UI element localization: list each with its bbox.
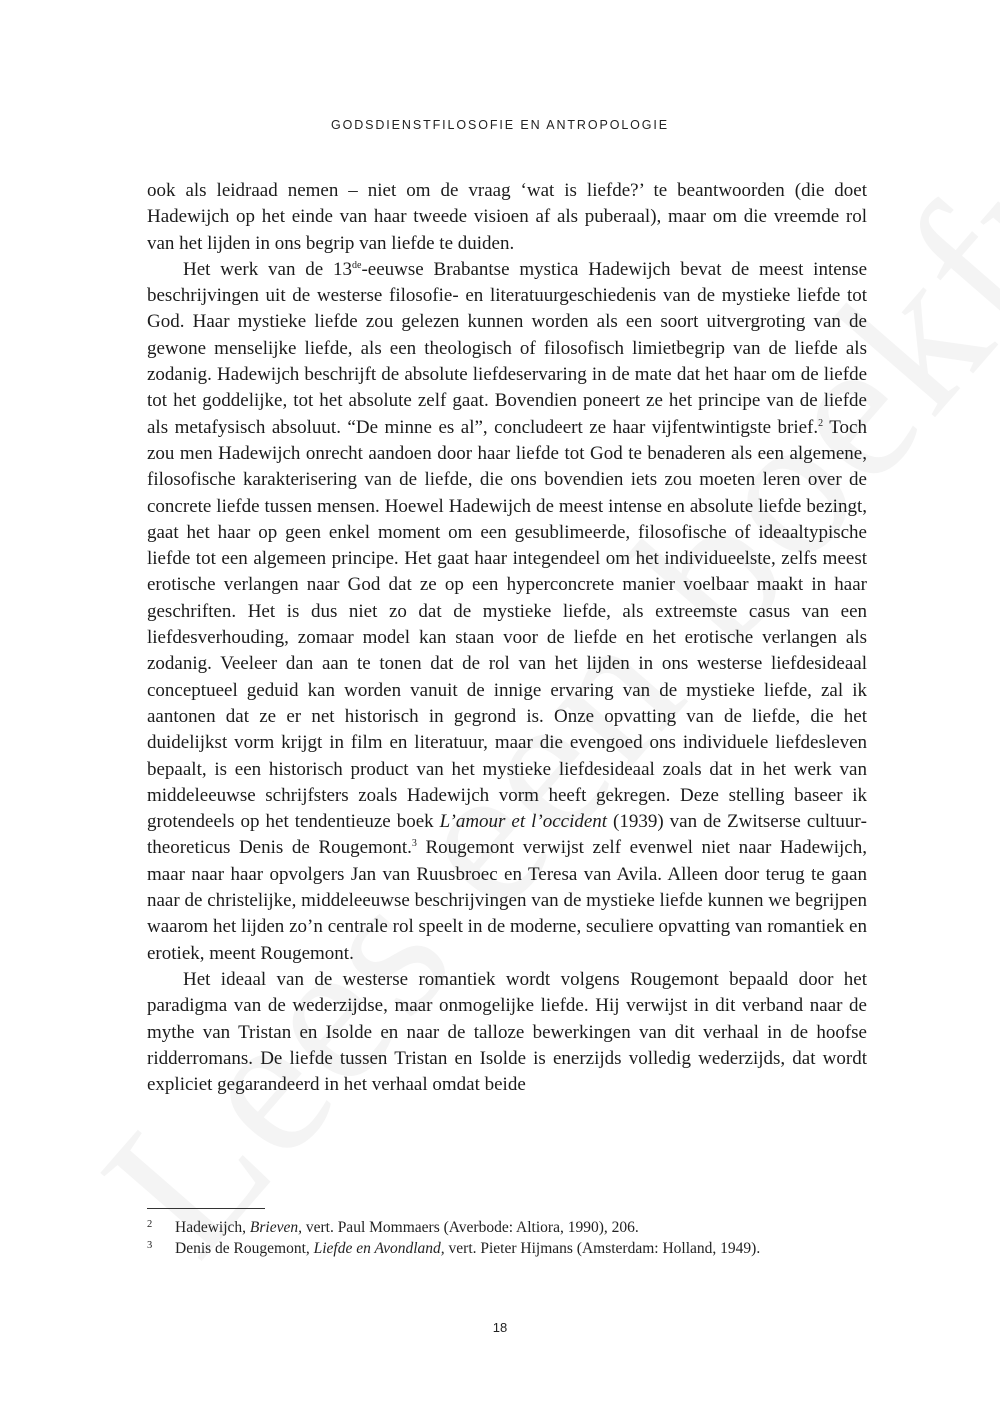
paragraph-2 <box>147 257 867 967</box>
footnote-ref-3[interactable]: 3 <box>411 838 417 850</box>
footnote-2 <box>147 1217 867 1238</box>
footnote-details: vert. Pieter Hijmans (Amsterdam: Holland, 1949). <box>444 1240 761 1257</box>
footnote-details: vert. Paul Mommaers (Averbode: Altiora, 1990), 206. <box>301 1219 639 1236</box>
p2-text-e: Rougemont verwijst zelf evenwel niet naar Hadewijch, maar naar haar opvolgers Jan van Ruusbroec en Teresa van Avila. Alleen door terug te gaan naar de christelijke, middeleeuwse beschrijvingen van de mystieke liefde kunnen we begrijpen waarom het lijden zo’n centrale rol speelt in de moderne, seculiere opvatting van romantiek en erotiek, meent Rougemont. <box>147 837 867 964</box>
p2-text-d: (1939) van de Zwitserse cultuurtheoreticus Denis de Rougemont. <box>147 811 867 859</box>
body-text <box>147 178 867 1098</box>
paragraph-3: Het ideaal van de westerse romantiek wordt volgens Rougemont bepaald door het paradigma van de wederzijdse, maar onmogelijke liefde. Hij verwijst in dit verband naar de mythe van Tristan en Isolde en naar de talloze bewerkingen van dit verhaal in de hoofse ridderromans. De liefde tussen Tristan en Isolde is enerzijds volledig wederzijds, dat wordt expliciet gegarandeerd in het verhaal omdat beide <box>147 968 867 1096</box>
footnote-number: 3 <box>147 1240 153 1251</box>
footnote-divider <box>147 1208 265 1209</box>
p2-text-b: -eeuwse Brabantse mystica Hadewijch bevat de meest intense beschrijvingen uit de westerse filosofie- en literatuurgeschiedenis van de mystieke liefde tot God. Haar mystieke liefde zou gelezen kunnen worden als een soort uitvergroting van de gewone menselijke liefde, als een theologisch of filosofisch limietbegrip van de liefde als zodanig. Hadewijch beschrijft de absolute liefdeservaring in de mate dat het haar om de liefde tot het goddelijke, tot het absolute zelf gaat. Bovendien poneert ze het principe van de liefde als metafysisch absoluut. “De minne es al”, concludeert ze haar vijfentwintigste brief. <box>147 258 867 438</box>
footnote-ref-2[interactable]: 2 <box>818 417 824 429</box>
p2-text-a: Het werk van de 13 <box>183 258 353 280</box>
footnote-3 <box>147 1238 867 1259</box>
footnote-title: Liefde en Avondland, <box>313 1240 445 1257</box>
page-number: 18 <box>492 1320 508 1335</box>
footnote-author: Hadewijch, <box>175 1219 250 1236</box>
paragraph-1: ook als leidraad nemen – niet om de vraag ‘wat is liefde?’ te beantwoorden (die doet Hadewijch op het einde van haar tweede visioen af als puberaal), maar om die vreemde rol van het lijden in ons begrip van liefde te duiden. <box>147 180 867 254</box>
ordinal-superscript: de <box>352 259 362 271</box>
footnote-title: Brieven, <box>249 1219 302 1236</box>
book-title: L’amour et l’occident <box>439 811 608 833</box>
running-head: GODSDIENSTFILOSOFIE EN ANTROPOLOGIE <box>330 118 670 132</box>
p2-text-c: Toch zou men Hadewijch onrecht aandoen door haar liefde tot God te benaderen als een algemene, filosofische karakterisering van de liefde, die ons bovendien iets zou moeten leren over de concrete liefde tussen mensen. Hoewel Hadewijch de meest intense en absolute liefde bezingt, gaat het haar op geen enkel moment om een gesublimeerde, filosofische of ideaaltypische liefde tot een algemeen principe. Het gaat haar integendeel om het individueelste, zelfs meest erotische verlangen naar God dat ze op een hyperconcrete manier voelbaar maakt in haar geschriften. Het is dus niet zo dat de mystieke liefde, als extreemste casus van een liefdesverhouding, zomaar model kan staan voor de liefde en het erotische verlangen als zodanig. Veeleer dan aan te tonen dat de rol van het lijden in ons westerse liefdesideaal conceptueel geduid kan worden vanuit de innige ervaring van de mystieke liefde, zal ik aantonen dat ze er net historisch in gegrond is. Onze opvatting van de liefde, die het duidelijkst vorm krijgt in film en literatuur, maar die evengoed ons individuele liefdesleven bepaalt, is een historisch product van het mystieke liefdesideaal zoals dat in het werk van middeleeuwse schrijfsters zoals Hadewijch vorm heeft gekregen. Deze stelling baseer ik grotendeels op het tendentieuze boek <box>147 416 867 833</box>
footnote-author: Denis de Rougemont, <box>175 1240 314 1257</box>
footnote-number: 2 <box>147 1219 153 1230</box>
footnotes <box>147 1217 867 1259</box>
